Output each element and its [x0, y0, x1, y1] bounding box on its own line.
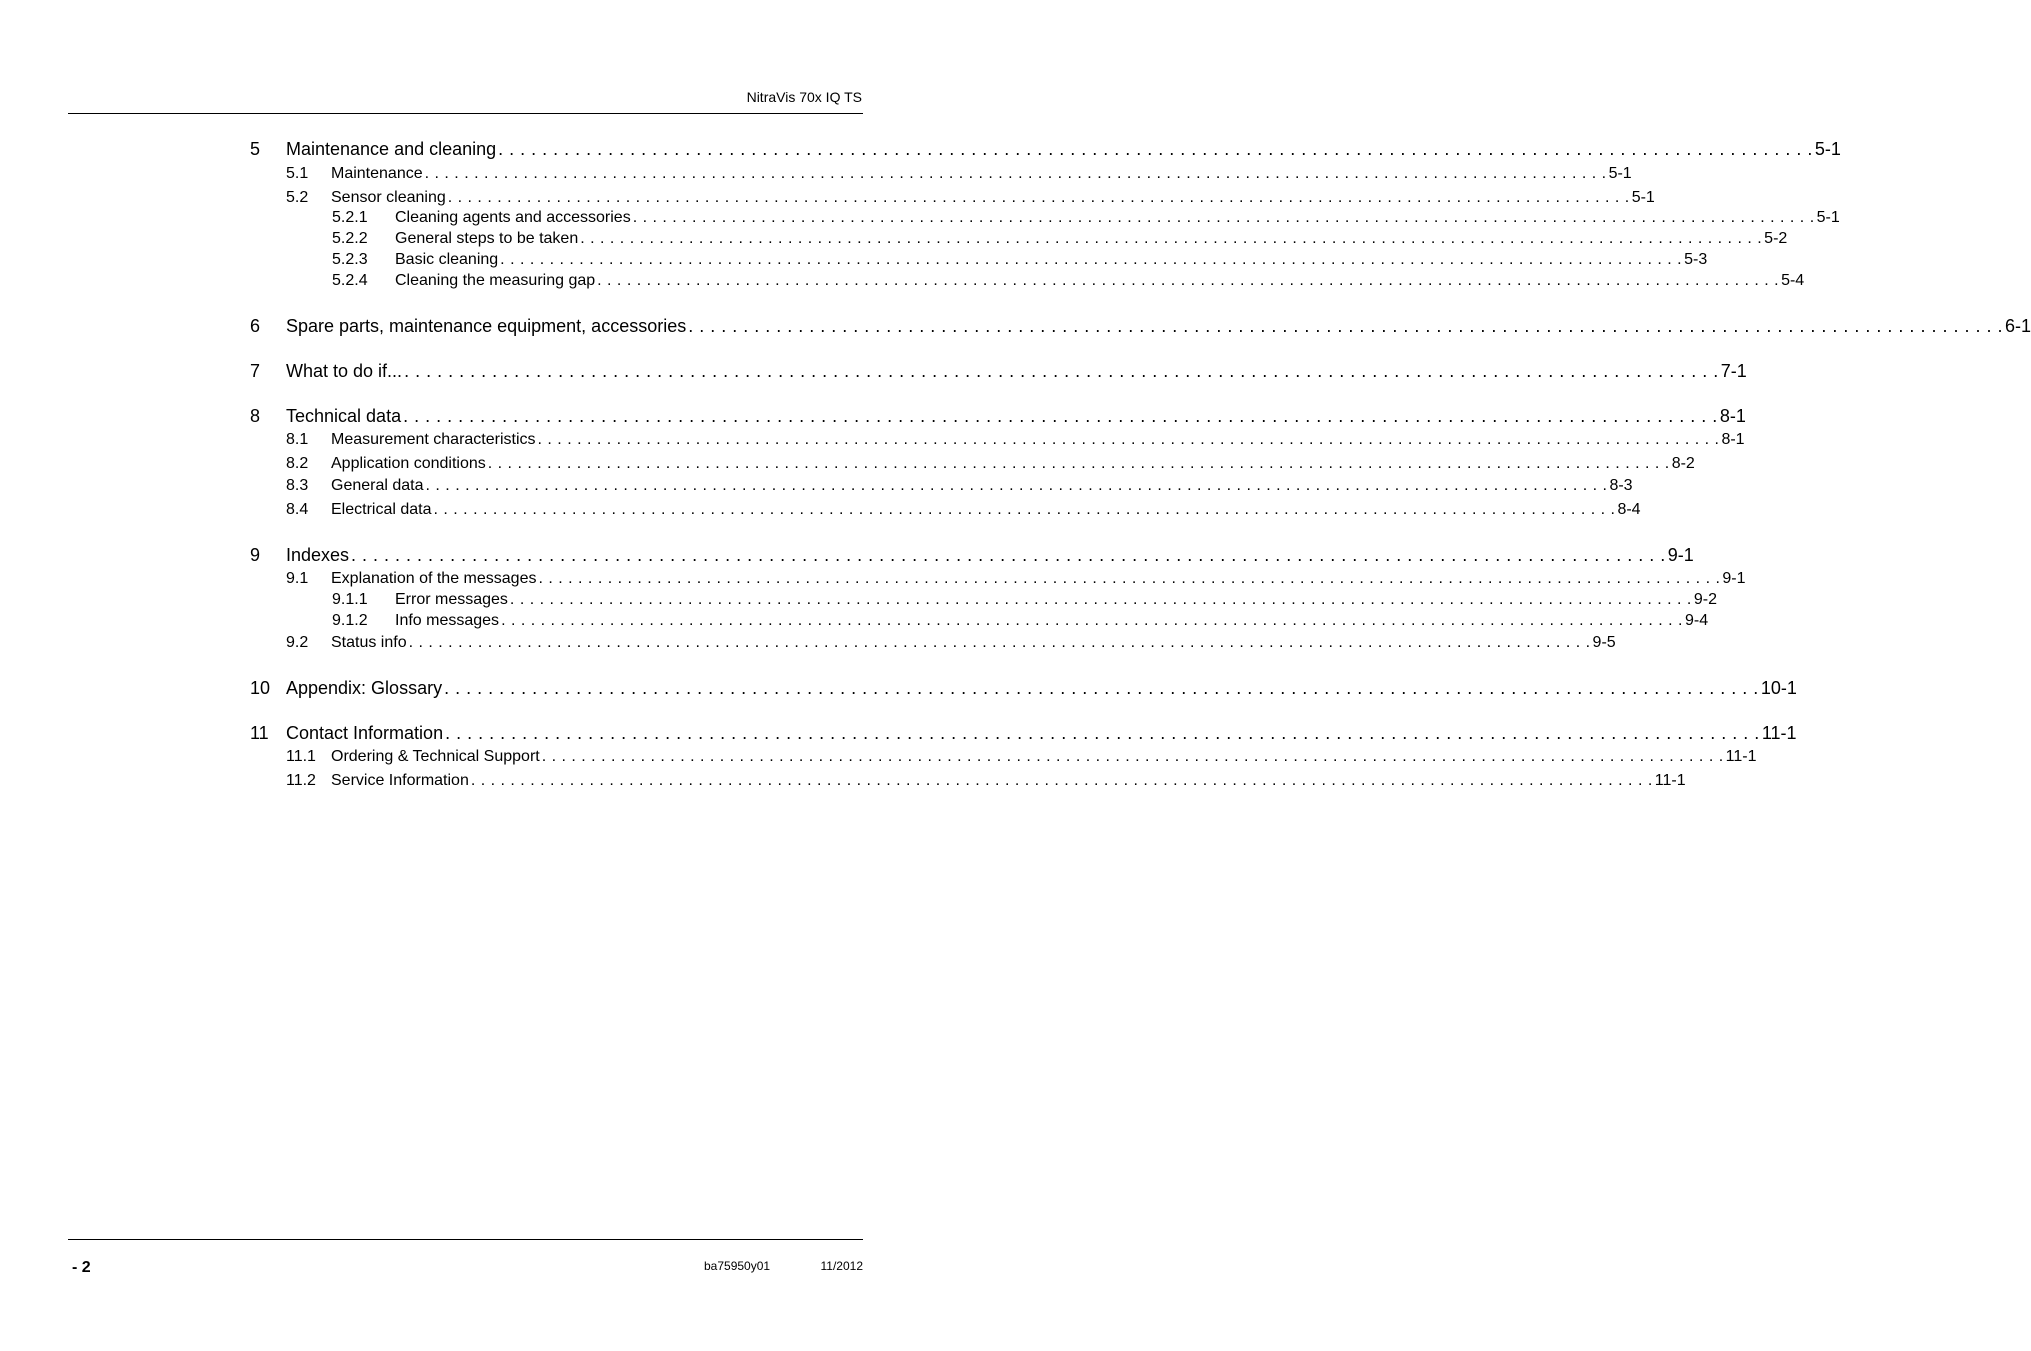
toc-entry-page: 11-1 [1725, 748, 1757, 765]
toc-entry-number: 5.2 [286, 189, 309, 206]
toc-entry-number: 8.3 [286, 477, 309, 494]
toc-entry-page: 5-3 [1684, 251, 1708, 268]
toc-entry-page: 9-1 [1667, 545, 1694, 565]
toc-entry-title: Technical data [286, 406, 402, 426]
toc-entry-title: Maintenance [331, 165, 423, 182]
toc-entry-number: 6 [250, 316, 261, 336]
toc-entry-number: 7 [250, 361, 261, 381]
toc-entry-title: Error messages [395, 591, 508, 608]
toc-entry-page: 11-1 [1761, 723, 1797, 743]
toc-entry[interactable] [250, 477, 1633, 499]
toc-entry-number: 11.1 [286, 748, 316, 765]
footer-rule [68, 1239, 863, 1240]
toc-entry-title: Contact Information [286, 723, 444, 743]
toc-dot-leader: . . . . . . . . . . . . . . . . . . . . . . . . . . . . . . . . . . . . . . . . . . . . . . . . . . . . . . . . . . . . . . . . . . . . . . . . . . . . . . . . . . . . . . . . . . . . . . . . . . . . . . . . . . . . . . . . . . . . . . . . [425, 477, 1608, 494]
footer-date: 11/2012 [820, 1259, 863, 1273]
toc-dot-leader: . . . . . . . . . . . . . . . . . . . . . . . . . . . . . . . . . . . . . . . . . . . . . . . . . . . . . . . . . . . . . . . . . . . . . . . . . . . . . . . . . . . . . . . . . . . . . . . . . . . . . . . . . . . . . . . . . . . . . . . . [444, 678, 1759, 698]
toc-entry-number: 9.1 [286, 570, 309, 587]
toc-entry-number: 8 [250, 406, 261, 426]
toc-dot-leader: . . . . . . . . . . . . . . . . . . . . . . . . . . . . . . . . . . . . . . . . . . . . . . . . . . . . . . . . . . . . . . . . . . . . . . . . . . . . . . . . . . . . . . . . . . . . . . . . . . . . . . . . . . . . . . . . . . . . . . . . [403, 406, 1718, 426]
toc-entry-title: General data [331, 477, 424, 494]
toc-entry[interactable] [250, 139, 1841, 161]
toc-entry[interactable] [250, 251, 1708, 273]
toc-entry-title: Spare parts, maintenance equipment, accessories [286, 316, 687, 336]
toc-entry[interactable] [250, 501, 1641, 523]
toc-dot-leader: . . . . . . . . . . . . . . . . . . . . . . . . . . . . . . . . . . . . . . . . . . . . . . . . . . . . . . . . . . . . . . . . . . . . . . . . . . . . . . . . . . . . . . . . . . . . . . . . . . . . . . . . . . . . . . . . . . . . . . . . [632, 209, 1815, 226]
toc-entry-number: 5.1 [286, 165, 309, 182]
toc-dot-leader: . . . . . . . . . . . . . . . . . . . . . . . . . . . . . . . . . . . . . . . . . . . . . . . . . . . . . . . . . . . . . . . . . . . . . . . . . . . . . . . . . . . . . . . . . . . . . . . . . . . . . . . . . . . . . . . . . . . . . . . . [447, 189, 1630, 206]
toc-dot-leader: . . . . . . . . . . . . . . . . . . . . . . . . . . . . . . . . . . . . . . . . . . . . . . . . . . . . . . . . . . . . . . . . . . . . . . . . . . . . . . . . . . . . . . . . . . . . . . . . . . . . . . . . . . . . . . . . . . . . . . . . [537, 431, 1720, 448]
toc-entry-page: 8-1 [1719, 406, 1746, 426]
toc-dot-leader: . . . . . . . . . . . . . . . . . . . . . . . . . . . . . . . . . . . . . . . . . . . . . . . . . . . . . . . . . . . . . . . . . . . . . . . . . . . . . . . . . . . . . . . . . . . . . . . . . . . . . . . . . . . . . . . . . . . . . . . . [470, 772, 1653, 789]
toc-entry[interactable] [250, 272, 1805, 294]
toc-entry[interactable] [250, 165, 1632, 187]
toc-entry-title: Application conditions [331, 455, 486, 472]
toc-entry[interactable] [250, 189, 1655, 211]
toc-entry[interactable] [250, 230, 1788, 252]
toc-dot-leader: . . . . . . . . . . . . . . . . . . . . . . . . . . . . . . . . . . . . . . . . . . . . . . . . . . . . . . . . . . . . . . . . . . . . . . . . . . . . . . . . . . . . . . . . . . . . . . . . . . . . . . . . . . . . . . . . . . . . . . . . [688, 316, 2003, 336]
toc-dot-leader: . . . . . . . . . . . . . . . . . . . . . . . . . . . . . . . . . . . . . . . . . . . . . . . . . . . . . . . . . . . . . . . . . . . . . . . . . . . . . . . . . . . . . . . . . . . . . . . . . . . . . . . . . . . . . . . . . . . . . . . . [408, 634, 1591, 651]
toc-entry-title: General steps to be taken [395, 230, 579, 247]
toc-entry-number: 5.2.4 [332, 272, 368, 289]
toc-entry-title: Service Information [331, 772, 469, 789]
toc-entry[interactable] [250, 406, 1746, 428]
toc-entry-number: 9 [250, 545, 261, 565]
toc-entry-page: 5-1 [1816, 209, 1840, 226]
toc-entry-page: 5-2 [1764, 230, 1788, 247]
toc-entry-number: 9.1.2 [332, 612, 368, 629]
toc-dot-leader: . . . . . . . . . . . . . . . . . . . . . . . . . . . . . . . . . . . . . . . . . . . . . . . . . . . . . . . . . . . . . . . . . . . . . . . . . . . . . . . . . . . . . . . . . . . . . . . . . . . . . . . . . . . . . . . . . . . . . . . . [445, 723, 1760, 743]
toc-entry[interactable] [250, 361, 1747, 383]
toc-entry-page: 8-3 [1609, 477, 1633, 494]
toc-entry-title: Measurement characteristics [331, 431, 536, 448]
toc-entry-page: 7-1 [1720, 361, 1747, 381]
toc-entry[interactable] [250, 748, 1757, 770]
toc-entry-title: Info messages [395, 612, 500, 629]
toc-entry[interactable] [250, 455, 1695, 477]
toc-entry-title: Appendix: Glossary [286, 678, 443, 698]
footer-document-id: ba75950y01 [704, 1259, 771, 1273]
toc-entry[interactable] [250, 591, 1717, 613]
toc-entry-page: 8-4 [1617, 501, 1641, 518]
toc-dot-leader: . . . . . . . . . . . . . . . . . . . . . . . . . . . . . . . . . . . . . . . . . . . . . . . . . . . . . . . . . . . . . . . . . . . . . . . . . . . . . . . . . . . . . . . . . . . . . . . . . . . . . . . . . . . . . . . . . . . . . . . . [498, 139, 1813, 159]
toc-dot-leader: . . . . . . . . . . . . . . . . . . . . . . . . . . . . . . . . . . . . . . . . . . . . . . . . . . . . . . . . . . . . . . . . . . . . . . . . . . . . . . . . . . . . . . . . . . . . . . . . . . . . . . . . . . . . . . . . . . . . . . . . [404, 361, 1719, 381]
toc-dot-leader: . . . . . . . . . . . . . . . . . . . . . . . . . . . . . . . . . . . . . . . . . . . . . . . . . . . . . . . . . . . . . . . . . . . . . . . . . . . . . . . . . . . . . . . . . . . . . . . . . . . . . . . . . . . . . . . . . . . . . . . . [500, 251, 1683, 268]
toc-entry-number: 8.2 [286, 455, 309, 472]
toc-entry[interactable] [250, 570, 1746, 592]
footer-page-number: - 2 [72, 1259, 91, 1276]
toc-entry-page: 10-1 [1760, 678, 1797, 698]
toc-entry-page: 6-1 [2004, 316, 2031, 336]
toc-entry-page: 9-2 [1693, 591, 1717, 608]
toc-entry[interactable] [250, 634, 1616, 656]
toc-entry-page: 5-4 [1781, 272, 1805, 289]
toc-entry-number: 5.2.3 [332, 251, 368, 268]
toc-entry-title: Electrical data [331, 501, 432, 518]
toc-entry[interactable] [250, 316, 2031, 338]
toc-entry-number: 5.2.1 [332, 209, 368, 226]
toc-entry-number: 5.2.2 [332, 230, 368, 247]
toc-entry-page: 9-1 [1722, 570, 1746, 587]
toc-dot-leader: . . . . . . . . . . . . . . . . . . . . . . . . . . . . . . . . . . . . . . . . . . . . . . . . . . . . . . . . . . . . . . . . . . . . . . . . . . . . . . . . . . . . . . . . . . . . . . . . . . . . . . . . . . . . . . . . . . . . . . . . [501, 612, 1683, 629]
toc-entry-number: 8.4 [286, 501, 309, 518]
toc-dot-leader: . . . . . . . . . . . . . . . . . . . . . . . . . . . . . . . . . . . . . . . . . . . . . . . . . . . . . . . . . . . . . . . . . . . . . . . . . . . . . . . . . . . . . . . . . . . . . . . . . . . . . . . . . . . . . . . . . . . . . . . . [424, 165, 1607, 182]
toc-entry-title: Basic cleaning [395, 251, 499, 268]
toc-entry-number: 5 [250, 139, 261, 159]
toc-entry-number: 9.1.1 [332, 591, 368, 608]
toc-dot-leader: . . . . . . . . . . . . . . . . . . . . . . . . . . . . . . . . . . . . . . . . . . . . . . . . . . . . . . . . . . . . . . . . . . . . . . . . . . . . . . . . . . . . . . . . . . . . . . . . . . . . . . . . . . . . . . . . . . . . . . . . [509, 591, 1692, 608]
toc-dot-leader: . . . . . . . . . . . . . . . . . . . . . . . . . . . . . . . . . . . . . . . . . . . . . . . . . . . . . . . . . . . . . . . . . . . . . . . . . . . . . . . . . . . . . . . . . . . . . . . . . . . . . . . . . . . . . . . . . . . . . . . . [541, 748, 1724, 765]
toc-dot-leader: . . . . . . . . . . . . . . . . . . . . . . . . . . . . . . . . . . . . . . . . . . . . . . . . . . . . . . . . . . . . . . . . . . . . . . . . . . . . . . . . . . . . . . . . . . . . . . . . . . . . . . . . . . . . . . . . . . . . . . . . [538, 570, 1721, 587]
toc-entry-page: 8-2 [1671, 455, 1695, 472]
toc-entry[interactable] [250, 431, 1745, 453]
header-rule [68, 113, 863, 114]
toc-entry[interactable] [250, 723, 1797, 745]
toc-entry[interactable] [250, 678, 1797, 700]
toc-entry-page: 9-4 [1685, 612, 1709, 629]
toc-entry-page: 5-1 [1608, 165, 1632, 182]
toc-entry-number: 11 [250, 723, 269, 743]
toc-entry-title: Indexes [286, 545, 350, 565]
toc-dot-leader: . . . . . . . . . . . . . . . . . . . . . . . . . . . . . . . . . . . . . . . . . . . . . . . . . . . . . . . . . . . . . . . . . . . . . . . . . . . . . . . . . . . . . . . . . . . . . . . . . . . . . . . . . . . . . . . . . . . . . . . . [597, 272, 1780, 289]
toc-entry-page: 5-1 [1631, 189, 1655, 206]
toc-entry[interactable] [250, 545, 1694, 567]
toc-entry-title: Ordering & Technical Support [331, 748, 540, 765]
toc-entry-page: 9-5 [1592, 634, 1616, 651]
toc-dot-leader: . . . . . . . . . . . . . . . . . . . . . . . . . . . . . . . . . . . . . . . . . . . . . . . . . . . . . . . . . . . . . . . . . . . . . . . . . . . . . . . . . . . . . . . . . . . . . . . . . . . . . . . . . . . . . . . . . . . . . . . . [580, 230, 1763, 247]
toc-entry-title: Explanation of the messages [331, 570, 537, 587]
toc-entry-title: Cleaning the measuring gap [395, 272, 596, 289]
toc-entry-title: Maintenance and cleaning [286, 139, 497, 159]
toc-entry-title: Sensor cleaning [331, 189, 446, 206]
toc-entry[interactable] [250, 772, 1686, 794]
running-header-title: NitraVis 70x IQ TS [746, 89, 862, 105]
toc-entry-number: 10 [250, 678, 271, 698]
toc-entry[interactable] [250, 612, 1709, 634]
toc-entry-number: 9.2 [286, 634, 309, 651]
toc-entry-page: 11-1 [1654, 772, 1686, 789]
toc-entry-title: What to do if... [286, 361, 403, 381]
toc-dot-leader: . . . . . . . . . . . . . . . . . . . . . . . . . . . . . . . . . . . . . . . . . . . . . . . . . . . . . . . . . . . . . . . . . . . . . . . . . . . . . . . . . . . . . . . . . . . . . . . . . . . . . . . . . . . . . . . . . . . . . . . . [351, 545, 1666, 565]
toc-entry[interactable] [250, 209, 1840, 231]
toc-entry-page: 5-1 [1814, 139, 1841, 159]
toc-dot-leader: . . . . . . . . . . . . . . . . . . . . . . . . . . . . . . . . . . . . . . . . . . . . . . . . . . . . . . . . . . . . . . . . . . . . . . . . . . . . . . . . . . . . . . . . . . . . . . . . . . . . . . . . . . . . . . . . . . . . . . . . [487, 455, 1670, 472]
toc-dot-leader: . . . . . . . . . . . . . . . . . . . . . . . . . . . . . . . . . . . . . . . . . . . . . . . . . . . . . . . . . . . . . . . . . . . . . . . . . . . . . . . . . . . . . . . . . . . . . . . . . . . . . . . . . . . . . . . . . . . . . . . . [433, 501, 1616, 518]
toc-entry-page: 8-1 [1721, 431, 1745, 448]
toc-entry-title: Cleaning agents and accessories [395, 209, 631, 226]
toc-entry-number: 11.2 [286, 772, 316, 789]
toc-entry-number: 8.1 [286, 431, 309, 448]
toc-entry-title: Status info [331, 634, 407, 651]
